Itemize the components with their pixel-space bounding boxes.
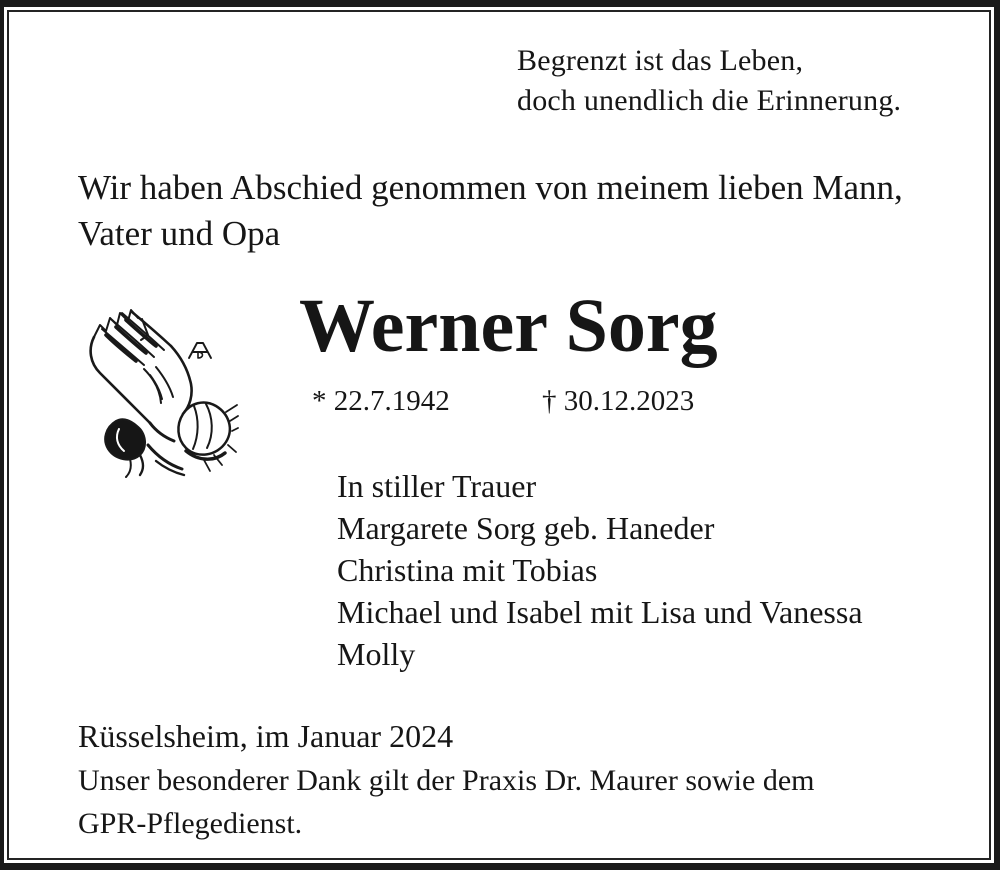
epigraph-line-2: doch unendlich die Erinnerung. — [517, 84, 902, 117]
mourner-name: Christina mit Tobias — [337, 552, 598, 588]
acknowledgement-line-1: Unser besonderer Dank gilt der Praxis Dr. Maurer sowie dem — [78, 764, 815, 797]
acknowledgement-text — [78, 759, 814, 845]
mourner-name: Michael und Isabel mit Lisa und Vanessa — [337, 594, 863, 630]
intro-line-1: Wir haben Abschied genommen von meinem lieben Mann, — [78, 168, 903, 207]
birth-date: * 22.7.1942 — [312, 385, 450, 417]
place-and-date: Rüsselsheim, im Januar 2024 — [78, 718, 454, 754]
intro-text — [78, 165, 903, 257]
duerer-monogram — [189, 343, 211, 358]
praying-hands-cuffs — [105, 403, 238, 477]
praying-hands-fingers — [91, 310, 192, 423]
epigraph-line-1: Begrenzt ist das Leben, — [517, 44, 804, 77]
mourner-name: Margarete Sorg geb. Haneder — [337, 510, 715, 546]
mourners-heading: In stiller Trauer — [337, 468, 537, 504]
intro-line-2: Vater und Opa — [78, 214, 281, 253]
deceased-name: Werner Sorg — [299, 284, 718, 368]
epigraph — [517, 41, 901, 121]
praying-hands-image — [86, 305, 240, 481]
death-date: † 30.12.2023 — [542, 385, 695, 417]
mourner-name: Molly — [337, 636, 416, 672]
acknowledgement-line-2: GPR-Pflegedienst. — [78, 807, 303, 840]
mourners-list — [337, 465, 863, 675]
